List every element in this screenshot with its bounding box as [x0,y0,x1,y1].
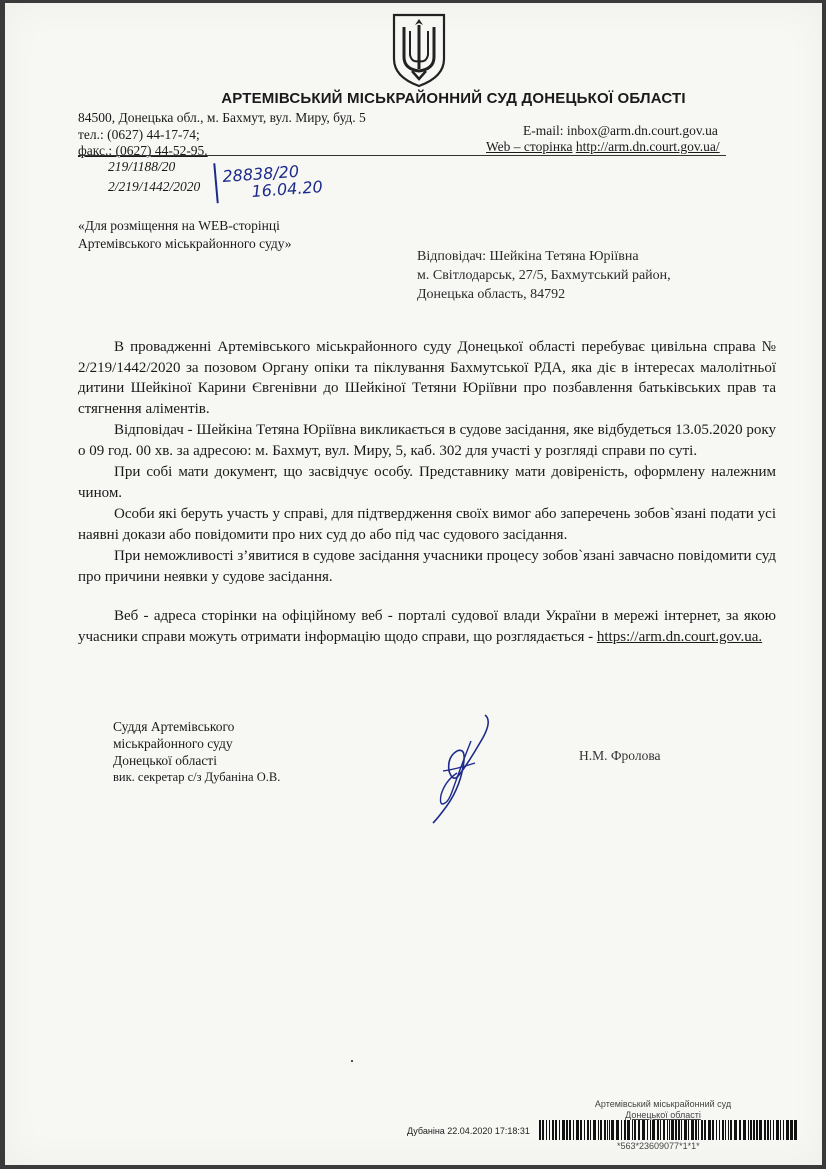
registry-stamp-org [583,1099,743,1121]
coat-of-arms-icon [390,11,448,89]
barcode-icon [539,1120,797,1140]
judge-title-2: міськрайонного суду [113,736,233,751]
court-web [486,139,720,155]
paragraph-case: В провадженні Артемівського міськрайонного суду Донецької області перебуває цивільна справа № 2/219/1442/2020 за позовом Органу опіки та піклування Бахмутської РДА, яка діє в інтересах малолітньої дитини Шейкіної Карини Євгенівни до Шейкіної Тетяни Юріївни про позбавлення батьківських прав та стягнення аліментів. [78,339,776,417]
handwritten-date: 16.04.20 [250,177,324,202]
judge-name: Н.М. Фролова [579,748,661,763]
web-note-line-1: «Для розміщення на WEB-сторінці [78,218,280,233]
web-prefix: Web – сторінка [486,139,573,154]
court-email[interactable]: E-mail: inbox@arm.dn.court.gov.ua [523,123,718,138]
paragraph-absence: При неможливості з’явитися в судове засідання учасники процесу зобов`язані завчасно повідомити суд про причини неявки у судове засідання. [78,548,776,585]
court-site-link[interactable]: https://arm.dn.court.gov.ua. [596,628,763,645]
handwritten-registration [210,161,323,203]
judge-title-3: Донецької області [113,753,217,768]
barcode-number: *563*23609077*1*1* [617,1141,700,1151]
web-link[interactable]: http://arm.dn.court.gov.ua/ [575,139,720,154]
case-number-2: 2/219/1442/2020 [108,179,201,194]
case-number-1: 219/1188/20 [108,159,176,174]
stamp-org-line-2: Донецької області [625,1110,701,1120]
court-phone: тел.: (0627) 44-17-74; [78,127,200,142]
paragraph-documents: При собі мати документ, що засвідчує особу. Представнику мати довіреність, оформлену належним чином. [78,464,776,501]
web-publication-note [78,217,292,253]
court-fax: факс.: (0627) 44-52-95. [78,143,208,158]
addressee-name: Відповідач: Шейкіна Тетяна Юріївна [417,249,639,264]
paragraph-evidence: Особи які беруть участь у справі, для підтвердження своїх вимог або заперечень зобов`язані подати усі наявні докази або повідомити про них суд до або під час судового засідання. [78,506,776,543]
addressee-region: Донецька область, 84792 [417,287,566,302]
judge-title-1: Суддя Артемівського [113,719,235,734]
paragraph-web [78,606,776,647]
paragraph-summons: Відповідач - Шейкіна Тетяна Юріївна викликається в судове засідання, яке відбудеться 13.05.2020 року о 09 год. 00 хв. за адресою: м. Бахмут, вул. Миру, 5, каб. 302 для участі у розгляді справи по суті. [78,422,776,459]
web-paragraph-text: Веб - адреса сторінки на офіційному веб - порталі судової влади України в мережі інтернет, за якою учасники справи можуть отримати інформацію щодо справи, що розглядається - [78,608,776,645]
court-name: АРТЕМІВСЬКИЙ МІСЬКРАЙОННИЙ СУД ДОНЕЦЬКОЇ ОБЛАСТІ [221,90,686,107]
letter-body [78,337,776,648]
judge-title-block [113,718,280,786]
web-note-line-2: Артемівського міськрайонного суду» [78,236,292,251]
header-divider [78,155,726,156]
court-address: 84500, Донецька обл., м. Бахмут, вул. Миру, буд. 5 [78,110,366,125]
secretary-line: вик. секретар с/з Дубаніна О.В. [113,770,281,784]
paper-speck [351,1060,353,1062]
document-page [5,3,822,1165]
addressee-block [417,247,671,304]
handwritten-number: 28838/20 [221,161,300,187]
judge-signature [423,711,503,826]
registry-user-datetime: Дубаніна 22.04.2020 17:18:31 [407,1126,530,1136]
addressee-street: м. Світлодарськ, 27/5, Бахмутський район, [417,268,671,283]
stamp-org-line-1: Артемівський міськрайонний суд [594,1099,732,1109]
